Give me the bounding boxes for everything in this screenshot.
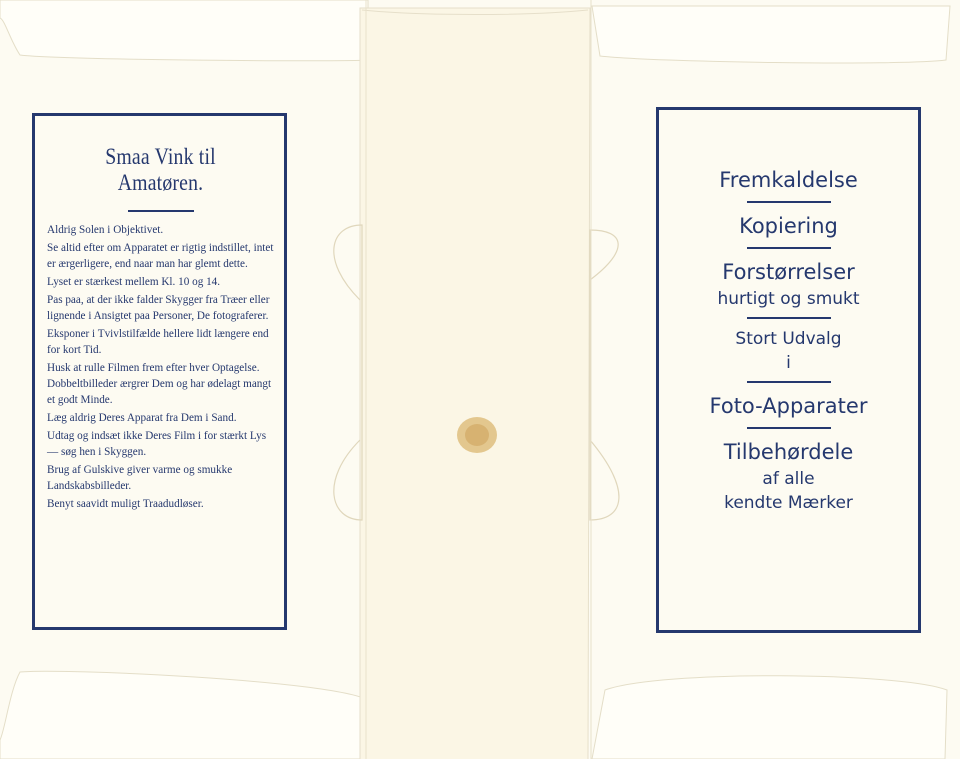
tip-item: Pas paa, at der ikke falder Skygger fra Træer eller lignende i Ansigtet paa Personer, De fotograferer. (47, 294, 270, 322)
divider (747, 381, 831, 383)
tip-item: Eksponer i Tvivlstilfælde hellere lidt længere end for kort Tid. (47, 328, 269, 356)
service-printing: Kopiering (739, 214, 838, 238)
tips-list (47, 222, 274, 512)
divider (747, 247, 831, 249)
divider (747, 427, 831, 429)
tip-item: Husk at rulle Filmen frem efter hver Optagelse. Dobbeltbilleder ærgrer Dem og har ødelagt mangt et godt Minde. (47, 362, 272, 406)
service-enlargements: Forstørrelser (722, 260, 855, 284)
divider (747, 317, 831, 319)
divider (747, 201, 831, 203)
tip-item: Læg aldrig Deres Apparat fra Dem i Sand. (47, 412, 237, 424)
service-development: Fremkaldelse (719, 168, 858, 192)
accessories-label: Tilbehørdele (723, 440, 854, 464)
left-top-flap (0, 0, 368, 61)
tips-title: Smaa Vink til Amatøren. (105, 144, 216, 195)
tip-item: Brug af Gulskive giver varme og smukke Landskabsbilleder. (47, 464, 233, 492)
tip-item: Aldrig Solen i Objektivet. (47, 224, 164, 236)
selection-in: i (786, 353, 791, 373)
tip-item: Se altid efter om Apparatet er rigtig indstillet, intet er ærgerligere, end naar man har glemt dette. (47, 242, 274, 270)
title-divider (128, 210, 194, 212)
tips-panel (32, 113, 287, 630)
tip-item: Udtag og indsæt ikke Deres Film i for stærkt Lys — søg hen i Skyggen. (47, 430, 267, 458)
right-top-flap (592, 6, 950, 63)
center-strip (360, 8, 590, 759)
cameras-label: Foto-Apparater (709, 394, 868, 418)
right-bottom-flap (592, 676, 947, 759)
tip-item: Benyt saavidt muligt Traadudløser. (47, 498, 204, 510)
service-enlargements-note: hurtigt og smukt (717, 289, 860, 309)
brands-line2: kendte Mærker (724, 493, 853, 513)
brands-line1: af alle (762, 469, 815, 489)
selection-label: Stort Udvalg (735, 329, 842, 349)
services-panel (656, 107, 921, 633)
tip-item: Lyset er stærkest mellem Kl. 10 og 14. (47, 276, 221, 288)
